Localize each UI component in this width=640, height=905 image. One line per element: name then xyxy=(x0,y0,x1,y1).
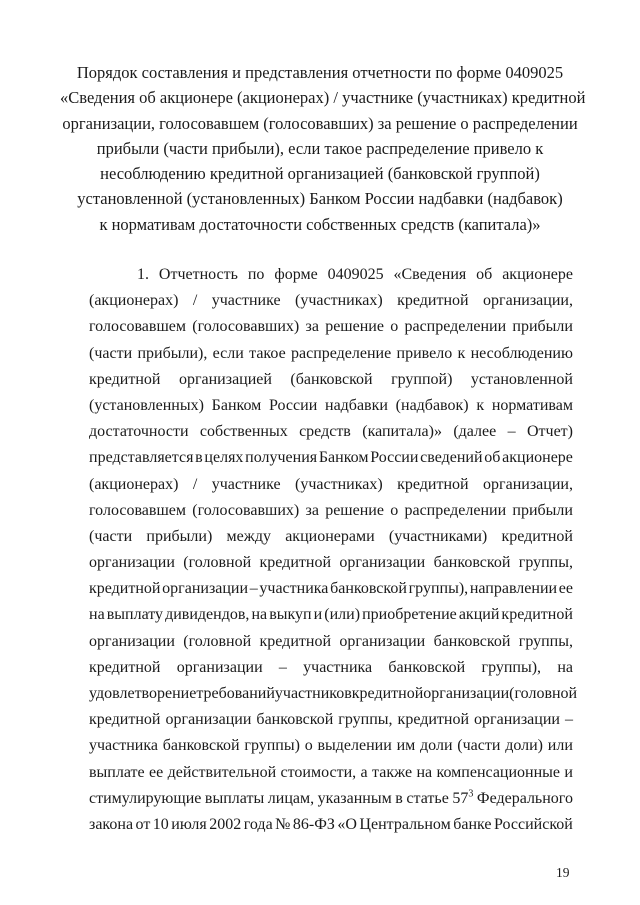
word: организации xyxy=(339,554,426,572)
word: ее xyxy=(558,580,573,598)
word: распределении xyxy=(404,318,507,336)
word: (акционерах) xyxy=(89,475,179,493)
word: такое xyxy=(249,344,286,362)
word: об xyxy=(476,266,493,283)
title-line: несоблюдению кредитной организацией (банковской группой) xyxy=(100,164,540,184)
word: группы, xyxy=(338,711,393,729)
body-line xyxy=(89,550,573,576)
word: несоблюдению xyxy=(470,344,573,362)
word: дивидендов, xyxy=(165,606,250,624)
word: решение xyxy=(325,501,384,519)
word: банковской xyxy=(162,737,240,755)
body-line xyxy=(89,498,573,524)
word: (голосовавших) xyxy=(192,501,300,519)
word: организации, xyxy=(483,292,573,310)
word: организации xyxy=(176,658,263,676)
body-line xyxy=(89,341,573,367)
word: банковской xyxy=(388,658,466,676)
word: закона xyxy=(89,815,134,833)
footnote-superscript: 3 xyxy=(468,788,474,800)
word: им xyxy=(396,737,416,755)
word: форме xyxy=(274,266,318,283)
word: банковской xyxy=(433,632,511,650)
word: (надбавок) xyxy=(395,396,469,414)
word: России xyxy=(370,449,419,467)
word: на xyxy=(251,606,268,624)
word: к xyxy=(476,396,485,414)
word: группы), xyxy=(408,580,469,598)
word: прибыли xyxy=(512,501,573,519)
word: 1. xyxy=(137,266,149,283)
word: Российской xyxy=(493,815,573,833)
word: организации, xyxy=(483,475,573,493)
word: – xyxy=(507,423,516,441)
word: (капитала)» xyxy=(362,423,442,441)
word: целях xyxy=(204,449,244,467)
word: акционере xyxy=(502,266,573,283)
word: привело xyxy=(396,344,453,362)
word: (части xyxy=(89,344,133,362)
word: статье xyxy=(406,789,449,807)
word: к xyxy=(457,344,466,362)
body-line xyxy=(89,576,573,602)
title-line: прибыли (части прибыли), если такое распределение привело к xyxy=(96,138,544,158)
word: кредитной xyxy=(89,711,161,729)
word: по xyxy=(247,266,265,283)
word: прибыли), xyxy=(137,344,208,362)
word: группы, xyxy=(518,632,573,650)
word: (установленных) xyxy=(89,396,204,414)
body-paragraph xyxy=(89,262,578,838)
word: – xyxy=(564,711,573,729)
body-line xyxy=(89,419,573,445)
word: (участниках) xyxy=(295,292,383,310)
word: кредитной xyxy=(501,527,573,545)
word: выплаты xyxy=(204,789,265,807)
word: достаточности xyxy=(89,423,189,441)
word: участнике xyxy=(211,292,281,310)
word: собственных xyxy=(199,423,288,441)
word: требований xyxy=(196,685,275,702)
title-line: «Сведения об акционере (акционерах) / участнике (участниках) кредитной xyxy=(60,88,586,108)
body-line xyxy=(89,472,573,498)
word: группы, xyxy=(518,554,573,572)
word: нормативам xyxy=(491,396,573,414)
word: и xyxy=(564,763,573,781)
word: решение xyxy=(325,318,384,336)
word: об xyxy=(484,449,501,467)
title-line: к нормативам достаточности собственных средств (капитала)» xyxy=(99,214,541,234)
word: / xyxy=(192,292,198,310)
word: организации xyxy=(474,711,560,729)
word: кредитной xyxy=(351,685,424,702)
word: организации xyxy=(89,554,175,572)
word: организации xyxy=(89,632,175,650)
word: кредитной xyxy=(89,658,161,676)
body-line xyxy=(89,655,573,681)
word: (голосовавших) xyxy=(192,318,300,336)
word: банковской xyxy=(433,554,511,572)
body-line xyxy=(89,602,573,628)
body-line xyxy=(89,367,573,393)
word: между xyxy=(226,527,271,545)
word: на xyxy=(416,763,433,781)
word: надбавки xyxy=(325,396,388,414)
body-line xyxy=(89,786,573,812)
word: (головной xyxy=(183,554,252,572)
word: от xyxy=(135,815,151,833)
body-line xyxy=(89,524,573,550)
word: о xyxy=(390,501,399,519)
word: 2002 xyxy=(209,815,242,833)
word: доли xyxy=(420,737,453,755)
word: организации xyxy=(423,685,510,702)
word: № xyxy=(275,815,291,833)
word: «Сведения xyxy=(393,266,467,283)
word: кредитной xyxy=(397,475,469,493)
word: или xyxy=(547,737,573,755)
word: участника xyxy=(89,737,158,755)
word: 0409025 xyxy=(327,266,384,283)
word: (участниках) xyxy=(295,475,383,493)
word: компенсационные xyxy=(436,763,561,781)
word: стоимости, xyxy=(280,763,357,781)
word: также xyxy=(372,763,413,781)
word: организации xyxy=(165,711,252,729)
body-line xyxy=(89,760,573,786)
word: в xyxy=(195,449,203,467)
word: группы) xyxy=(244,737,300,755)
word: голосовавшем xyxy=(89,318,186,336)
word: выкуп xyxy=(269,606,312,624)
word: (акционерах) xyxy=(89,292,179,310)
word: доли) xyxy=(505,737,543,755)
word: Отчетность xyxy=(158,266,238,283)
word: прибыли xyxy=(512,318,573,336)
word: организации xyxy=(162,580,249,598)
word: установленной xyxy=(470,370,573,388)
word: средств xyxy=(299,423,351,441)
word: $57^3$ xyxy=(452,788,474,807)
word: Банком xyxy=(211,396,262,414)
body-line xyxy=(89,681,578,707)
word: участника xyxy=(303,658,373,676)
word: Отчет) xyxy=(526,423,573,441)
word: за xyxy=(305,501,319,519)
body-line xyxy=(89,288,573,314)
word: Центральном xyxy=(359,815,451,833)
word: акционере xyxy=(502,449,573,467)
word: участнике xyxy=(211,475,281,493)
word: а xyxy=(360,763,368,781)
word: направлении xyxy=(469,580,558,598)
word: «О xyxy=(337,815,357,833)
word: лицам, xyxy=(267,789,315,807)
word: стимулирующие xyxy=(89,789,202,807)
body-line xyxy=(89,262,573,288)
word: кредитной xyxy=(259,554,331,572)
word: участника xyxy=(259,580,329,598)
title-line: организации, голосовавшем (голосовавших) за решение о распределении xyxy=(62,113,578,133)
word: кредитной xyxy=(397,711,470,729)
title-line: установленной (установленных) Банком России надбавки (надбавок) xyxy=(77,189,563,209)
word: акций xyxy=(458,606,500,624)
word: кредитной xyxy=(89,370,161,388)
body-line xyxy=(89,812,573,838)
word: получения xyxy=(245,449,318,467)
word: кредитной xyxy=(397,292,469,310)
word: выплате xyxy=(89,763,145,781)
word: (участниками) xyxy=(388,527,488,545)
body-line xyxy=(89,629,573,655)
word: кредитной xyxy=(501,606,573,624)
word: о xyxy=(304,737,313,755)
word: выделении xyxy=(317,737,392,755)
word: распределение xyxy=(290,344,392,362)
word: банке xyxy=(453,815,492,833)
word: (головной xyxy=(509,685,578,702)
word: (или) xyxy=(324,606,361,624)
word: (части xyxy=(457,737,501,755)
word: указанным xyxy=(317,789,392,807)
word: (головной xyxy=(183,632,252,650)
word: участников xyxy=(274,685,352,702)
word: за xyxy=(305,318,319,336)
title-line: Порядок составления и представления отчетности по форме 0409025 xyxy=(76,63,564,82)
word: июля xyxy=(171,815,207,833)
word: кредитной xyxy=(259,632,331,650)
word: (части xyxy=(89,527,133,545)
body-line xyxy=(89,393,573,419)
word: кредитной xyxy=(89,580,161,598)
body-line xyxy=(89,707,573,733)
word: 10 xyxy=(152,815,169,833)
word: организацией xyxy=(178,370,272,388)
word: если xyxy=(212,344,244,362)
word: на xyxy=(557,658,573,676)
word: – xyxy=(249,580,258,598)
page-number: 19 xyxy=(556,865,570,880)
word: приобретение xyxy=(362,606,457,624)
word: банковской xyxy=(330,580,407,598)
word: Федерального xyxy=(476,789,573,807)
word: представляется xyxy=(89,449,194,467)
word: – xyxy=(278,658,287,676)
word: распределении xyxy=(404,501,507,519)
word: (далее xyxy=(453,423,497,441)
word: Банком xyxy=(318,449,369,467)
word: ее xyxy=(149,763,164,781)
word: группой) xyxy=(391,370,453,388)
word: на xyxy=(89,606,105,624)
word: банковской xyxy=(256,711,334,729)
word: акционерами xyxy=(285,527,375,545)
word: России xyxy=(269,396,318,414)
word: удовлетворение xyxy=(89,685,197,702)
word: прибыли) xyxy=(146,527,213,545)
word: (банковской xyxy=(290,370,373,388)
word: 86-ФЗ xyxy=(292,815,335,833)
body-line xyxy=(89,733,573,759)
word: организации xyxy=(339,632,426,650)
word: в xyxy=(395,789,403,807)
body-line xyxy=(89,445,573,471)
word: действительной xyxy=(167,763,277,781)
word: о xyxy=(390,318,399,336)
word: голосовавшем xyxy=(89,501,186,519)
body-line xyxy=(89,314,573,340)
document-title xyxy=(60,60,586,237)
word: и xyxy=(313,606,323,624)
word: года xyxy=(243,815,273,833)
word: / xyxy=(192,475,198,493)
word: сведений xyxy=(420,449,483,467)
word: выплату xyxy=(106,606,164,624)
word: группы), xyxy=(481,658,542,676)
